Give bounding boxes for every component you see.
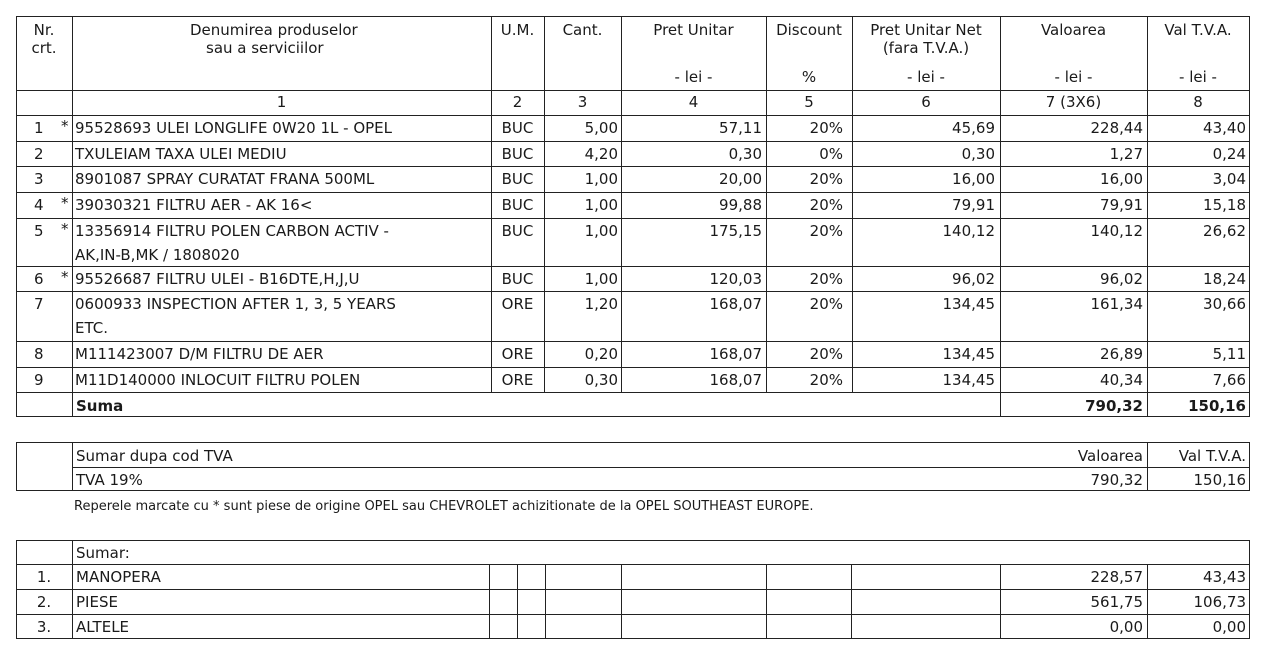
row-name: 39030321 FILTRU AER - AK 16< xyxy=(75,196,313,214)
row-um: BUC xyxy=(501,170,534,188)
row-name: 95528693 ULEI LONGLIFE 0W20 1L - OPEL xyxy=(75,119,393,137)
row-nr: 8 xyxy=(34,345,44,363)
header-unit-price: Pret Unitar xyxy=(653,21,734,39)
header-nr xyxy=(16,21,72,57)
row-nr: 6 xyxy=(34,270,44,288)
row-val: 96,02 xyxy=(1100,270,1143,288)
row-vat: 7,66 xyxy=(1212,371,1246,389)
row-price: 57,11 xyxy=(719,119,762,137)
row-disc: 20% xyxy=(809,295,843,313)
summary-row-value: 0,00 xyxy=(1109,618,1143,636)
unit-lei-net: - lei - xyxy=(907,68,945,86)
row-vat: 0,24 xyxy=(1212,145,1246,163)
row-vat: 26,62 xyxy=(1203,222,1246,240)
row-net: 45,69 xyxy=(952,119,995,137)
summary-title: Sumar: xyxy=(76,544,130,562)
row-name: ETC. xyxy=(75,319,109,337)
row-net: 79,91 xyxy=(952,196,995,214)
col-index-5: 5 xyxy=(804,93,814,111)
unit-lei-value: - lei - xyxy=(1054,68,1093,86)
row-name: TXULEIAM TAXA ULEI MEDIU xyxy=(75,145,287,163)
row-nr: 1 xyxy=(34,119,44,137)
row-val: 26,89 xyxy=(1100,345,1143,363)
summary-row-vat: 0,00 xyxy=(1212,618,1246,636)
unit-lei-price: - lei - xyxy=(674,68,713,86)
row-net: 96,02 xyxy=(952,270,995,288)
unit-lei-vat: - lei - xyxy=(1179,68,1217,86)
vat-summary-value: 790,32 xyxy=(1090,471,1143,489)
row-name: 0600933 INSPECTION AFTER 1, 3, 5 YEARS xyxy=(75,295,396,313)
row-vat: 15,18 xyxy=(1203,196,1246,214)
row-name: M11D140000 INLOCUIT FILTRU POLEN xyxy=(75,371,361,389)
vat-summary-vat-header: Val T.V.A. xyxy=(1178,447,1246,465)
summary-row-nr: 1. xyxy=(36,568,52,586)
row-net: 16,00 xyxy=(952,170,995,188)
row-um: BUC xyxy=(501,270,534,288)
total-value: 790,32 xyxy=(1085,397,1143,415)
header-net-line1: Pret Unitar Net xyxy=(870,21,982,39)
row-um: ORE xyxy=(501,295,534,313)
row-disc: 20% xyxy=(809,170,843,188)
row-disc: 0% xyxy=(819,145,843,163)
summary-row-vat: 106,73 xyxy=(1193,593,1246,611)
row-vat: 3,04 xyxy=(1212,170,1246,188)
row-nr: 7 xyxy=(34,295,44,313)
row-nr: 3 xyxy=(34,170,44,188)
row-qty: 1,00 xyxy=(584,170,618,188)
summary-row-vat: 43,43 xyxy=(1203,568,1246,586)
row-net: 0,30 xyxy=(961,145,995,163)
summary-row-nr: 2. xyxy=(36,593,52,611)
row-disc: 20% xyxy=(809,371,843,389)
row-qty: 1,00 xyxy=(584,196,618,214)
row-name: 13356914 FILTRU POLEN CARBON ACTIV - xyxy=(75,222,389,240)
header-vat: Val T.V.A. xyxy=(1164,21,1232,39)
summary-row-value: 561,75 xyxy=(1090,593,1143,611)
row-price: 168,07 xyxy=(709,371,762,389)
vat-summary-row-label: TVA 19% xyxy=(76,471,143,489)
row-net: 134,45 xyxy=(942,295,995,313)
row-um: BUC xyxy=(501,222,534,240)
row-qty: 5,00 xyxy=(584,119,618,137)
row-price: 20,00 xyxy=(719,170,762,188)
header-net-line2: (fara T.V.A.) xyxy=(882,39,970,57)
summary-row-label: PIESE xyxy=(76,593,118,611)
row-val: 228,44 xyxy=(1090,119,1143,137)
row-um: BUC xyxy=(501,196,534,214)
row-vat: 30,66 xyxy=(1203,295,1246,313)
origin-note: Reperele marcate cu * sunt piese de origine OPEL sau CHEVROLET achizitionate de la OPEL SOUTHEAST EUROPE. xyxy=(74,499,814,514)
col-index-1: 1 xyxy=(276,93,287,111)
header-nr-line1: Nr. xyxy=(33,21,55,39)
col-index-2: 2 xyxy=(512,93,523,111)
row-price: 120,03 xyxy=(709,270,762,288)
header-name-line2: sau a serviciilor xyxy=(206,39,324,57)
row-net: 140,12 xyxy=(942,222,995,240)
row-um: ORE xyxy=(501,345,534,363)
vat-summary-title: Sumar dupa cod TVA xyxy=(76,447,233,465)
row-nr: 2 xyxy=(34,145,44,163)
summary-row-label: MANOPERA xyxy=(76,568,161,586)
summary-row-value: 228,57 xyxy=(1090,568,1143,586)
row-net: 134,45 xyxy=(942,371,995,389)
origin-star-marker: * xyxy=(61,220,69,238)
header-name-line1: Denumirea produselor xyxy=(190,21,358,39)
row-qty: 4,20 xyxy=(584,145,618,163)
row-name: AK,IN-B,MK / 1808020 xyxy=(75,246,240,264)
row-disc: 20% xyxy=(809,119,843,137)
header-value: Valoarea xyxy=(1040,21,1107,39)
origin-star-marker: * xyxy=(61,194,69,212)
row-price: 0,30 xyxy=(728,145,762,163)
origin-star-marker: * xyxy=(61,268,69,286)
vat-summary-value-header: Valoarea xyxy=(1077,447,1143,465)
row-name: 95526687 FILTRU ULEI - B16DTE,H,J,U xyxy=(75,270,360,288)
col-index-7: 7 (3X6) xyxy=(1045,93,1102,111)
col-index-4: 4 xyxy=(688,93,699,111)
total-vat: 150,16 xyxy=(1188,397,1246,415)
row-val: 79,91 xyxy=(1100,196,1143,214)
row-nr: 4 xyxy=(34,196,44,214)
col-index-6: 6 xyxy=(921,93,931,111)
row-nr: 5 xyxy=(34,222,44,240)
header-net-price xyxy=(852,21,1000,57)
total-label: Suma xyxy=(76,397,124,415)
unit-pct-discount: % xyxy=(801,68,817,86)
header-um: U.M. xyxy=(500,21,535,39)
header-qty: Cant. xyxy=(562,21,603,39)
row-price: 168,07 xyxy=(709,295,762,313)
row-name: M111423007 D/M FILTRU DE AER xyxy=(75,345,324,363)
header-discount: Discount xyxy=(776,21,842,39)
col-index-8: 8 xyxy=(1193,93,1203,111)
row-vat: 5,11 xyxy=(1212,345,1246,363)
row-disc: 20% xyxy=(809,270,843,288)
row-disc: 20% xyxy=(809,196,843,214)
col-index-3: 3 xyxy=(577,93,588,111)
row-price: 175,15 xyxy=(709,222,762,240)
row-um: ORE xyxy=(501,371,534,389)
row-name: 8901087 SPRAY CURATAT FRANA 500ML xyxy=(75,170,375,188)
row-disc: 20% xyxy=(809,345,843,363)
origin-star-marker: * xyxy=(61,117,69,135)
row-qty: 0,30 xyxy=(584,371,618,389)
row-val: 140,12 xyxy=(1090,222,1143,240)
row-qty: 1,00 xyxy=(584,270,618,288)
row-qty: 1,00 xyxy=(584,222,618,240)
row-vat: 18,24 xyxy=(1203,270,1246,288)
row-um: BUC xyxy=(501,145,534,163)
vat-summary-vat: 150,16 xyxy=(1193,471,1246,489)
row-um: BUC xyxy=(501,119,534,137)
summary-row-nr: 3. xyxy=(36,618,52,636)
row-vat: 43,40 xyxy=(1203,119,1246,137)
summary-row-label: ALTELE xyxy=(76,618,130,636)
header-name xyxy=(190,21,358,57)
header-nr-line2: crt. xyxy=(31,39,57,57)
row-price: 168,07 xyxy=(709,345,762,363)
row-net: 134,45 xyxy=(942,345,995,363)
row-nr: 9 xyxy=(34,371,44,389)
row-val: 1,27 xyxy=(1109,145,1143,163)
row-qty: 0,20 xyxy=(584,345,618,363)
row-price: 99,88 xyxy=(719,196,762,214)
row-val: 16,00 xyxy=(1100,170,1143,188)
row-val: 40,34 xyxy=(1100,371,1143,389)
row-qty: 1,20 xyxy=(584,295,618,313)
row-disc: 20% xyxy=(809,222,843,240)
row-val: 161,34 xyxy=(1090,295,1143,313)
